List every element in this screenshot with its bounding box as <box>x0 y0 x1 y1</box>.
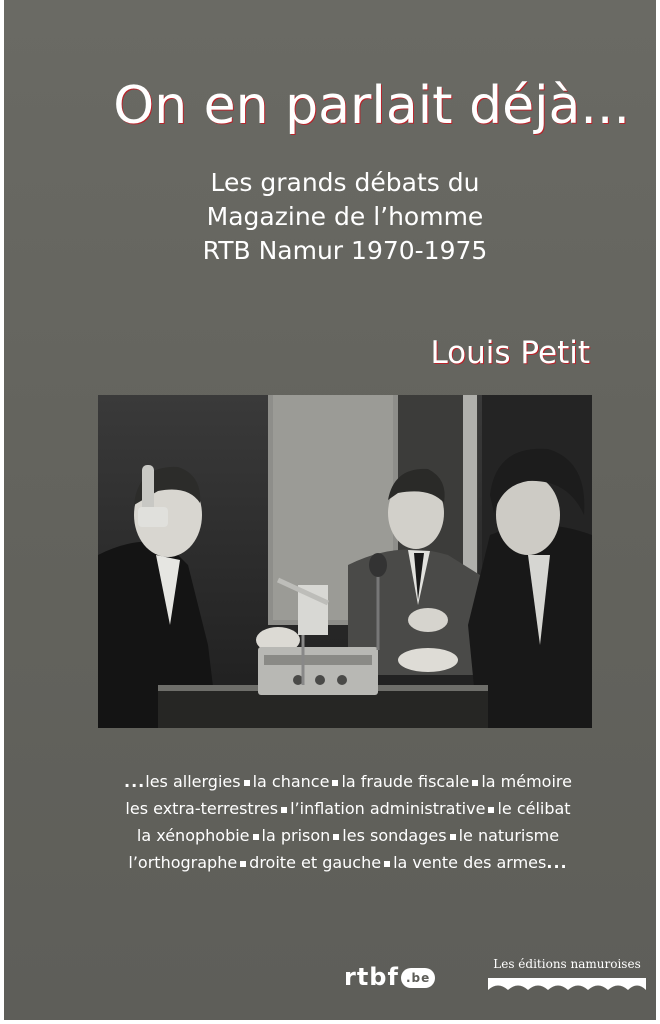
trailing-ellipsis: ... <box>546 853 568 872</box>
square-bullet-icon <box>488 807 494 813</box>
topic-item: droite et gauche <box>249 853 382 872</box>
subtitle-line-2: Magazine de l’homme <box>206 202 484 231</box>
topic-item: l’orthographe <box>128 853 238 872</box>
radio-studio-photo <box>98 395 592 728</box>
book-title: On en parlait déjà... <box>113 76 630 136</box>
topic-item: la prison <box>261 826 331 845</box>
rtbf-logo <box>344 962 435 992</box>
topics-line-4 <box>74 849 622 876</box>
topic-item: les sondages <box>342 826 447 845</box>
author-name: Louis Petit <box>430 335 590 371</box>
topic-item: le naturisme <box>458 826 560 845</box>
square-bullet-icon <box>281 807 287 813</box>
topics-line-1 <box>74 768 622 795</box>
topic-item: la xénophobie <box>136 826 250 845</box>
square-bullet-icon <box>333 834 339 840</box>
topics-line-3 <box>74 822 622 849</box>
square-bullet-icon <box>384 861 390 867</box>
topic-item: les extra-terrestres <box>125 799 279 818</box>
rtbf-logo-suffix: .be <box>401 968 435 988</box>
square-bullet-icon <box>240 861 246 867</box>
book-subtitle <box>4 166 656 268</box>
book-cover <box>4 0 656 1020</box>
topic-item: la fraude fiscale <box>341 772 470 791</box>
publisher-name: Les éditions namuroises <box>493 957 641 971</box>
rtbf-logo-text: rtbf <box>344 963 399 991</box>
topics-line-2 <box>74 795 622 822</box>
topic-item: la vente des armes <box>393 853 547 872</box>
topic-item: la mémoire <box>481 772 572 791</box>
subtitle-line-1: Les grands débats du <box>210 168 480 197</box>
bridge-arches-icon <box>488 976 646 992</box>
topic-item: le célibat <box>497 799 571 818</box>
topics-list <box>74 768 622 876</box>
topic-item: l’inflation administrative <box>290 799 486 818</box>
square-bullet-icon <box>253 834 259 840</box>
leading-ellipsis: ... <box>124 772 146 791</box>
topic-item: la chance <box>252 772 330 791</box>
square-bullet-icon <box>244 780 250 786</box>
square-bullet-icon <box>450 834 456 840</box>
subtitle-line-3: RTB Namur 1970-1975 <box>202 236 488 265</box>
cover-photo <box>98 395 592 728</box>
topic-item: les allergies <box>145 772 241 791</box>
publisher-logo <box>488 956 646 992</box>
square-bullet-icon <box>472 780 478 786</box>
square-bullet-icon <box>332 780 338 786</box>
